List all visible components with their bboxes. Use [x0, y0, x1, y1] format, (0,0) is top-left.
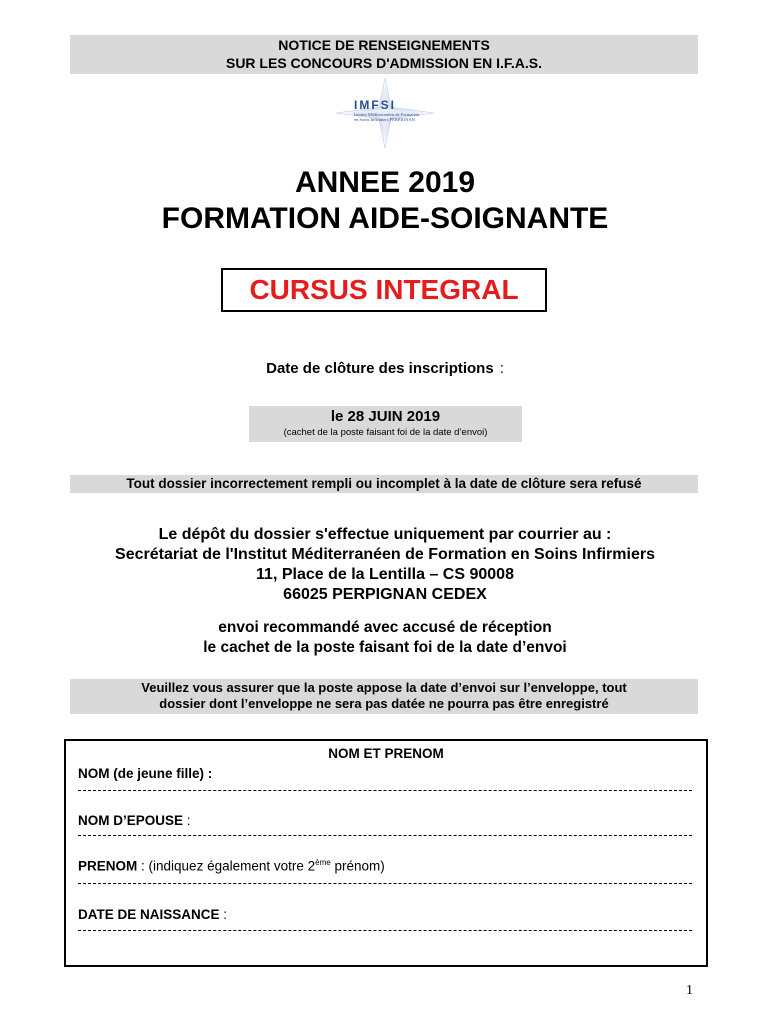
refusal-notice: Tout dossier incorrectement rempli ou incomplet à la date de clôture sera refusé — [70, 475, 698, 493]
naissance-input-line[interactable] — [78, 930, 692, 931]
nom-field-label — [78, 766, 212, 781]
prenom-field-label — [78, 858, 385, 874]
nom-input-line[interactable] — [78, 790, 692, 791]
page-title — [0, 165, 770, 237]
cursus-integral-box: CURSUS INTEGRAL — [221, 268, 547, 312]
envoi-line1: envoi recommandé avec accusé de réception — [218, 619, 552, 636]
notice-header — [70, 35, 698, 74]
epouse-input-line[interactable] — [78, 835, 692, 836]
depot-city: 66025 PERPIGNAN CEDEX — [283, 586, 487, 603]
epouse-label: NOM D’EPOUSE — [78, 813, 184, 828]
imfsi-logo — [336, 78, 434, 148]
nom-label: NOM (de jeune fille) : — [78, 766, 213, 781]
logo-tagline: Institut Méditerranéen de Formation en Soins Infirmiers PERPIGNAN — [354, 112, 420, 122]
naissance-field-label — [78, 907, 227, 922]
closing-date-box — [249, 406, 522, 442]
closing-date: le 28 JUIN 2019 — [330, 408, 441, 425]
closing-date-label — [0, 360, 770, 377]
title-year: ANNEE 2019 — [294, 166, 476, 199]
closing-date-note: (cachet de la poste faisant foi de la date d’envoi) — [283, 427, 488, 438]
prenom-note-sup: ème — [315, 858, 331, 867]
prenom-input-line[interactable] — [78, 883, 692, 884]
registered-mail-note — [0, 618, 770, 658]
epouse-colon: : — [186, 813, 191, 828]
postmark-warning — [70, 679, 698, 714]
depot-street: 11, Place de la Lentilla – CS 90008 — [256, 566, 514, 583]
page-number: 1 — [686, 983, 693, 998]
naissance-colon: : — [223, 907, 228, 922]
prenom-label: PRENOM — [78, 858, 138, 874]
identity-form — [64, 739, 708, 967]
notice-header-line1: NOTICE DE RENSEIGNEMENTS — [278, 37, 490, 53]
prenom-note: : (indiquez également votre 2 — [141, 858, 316, 874]
form-title: NOM ET PRENOM — [328, 746, 444, 761]
depot-secretariat: Secrétariat de l'Institut Méditerranéen de Formation en Soins Infirmiers — [115, 546, 655, 563]
naissance-label: DATE DE NAISSANCE — [78, 907, 220, 922]
veuillez-line1: Veuillez vous assurer que la poste appose la date d’envoi sur l’enveloppe, tout — [141, 680, 627, 695]
prenom-note-end: prénom) — [334, 858, 385, 874]
closing-label: Date de clôture des inscriptions — [266, 360, 494, 377]
veuillez-line2: dossier dont l’enveloppe ne sera pas datée ne pourra pas être enregistré — [159, 696, 609, 711]
logo-name: IMFSI — [354, 98, 396, 112]
epouse-field-label — [78, 813, 191, 828]
title-formation: FORMATION AIDE-SOIGNANTE — [161, 202, 609, 235]
depot-intro: Le dépôt du dossier s'effectue uniquement par courrier au : — [158, 526, 612, 543]
notice-header-line2: SUR LES CONCOURS D'ADMISSION EN I.F.A.S. — [225, 55, 543, 71]
mailing-address — [0, 525, 770, 605]
envoi-line2: le cachet de la poste faisant foi de la date d’envoi — [203, 639, 567, 656]
closing-colon: : — [499, 360, 504, 377]
